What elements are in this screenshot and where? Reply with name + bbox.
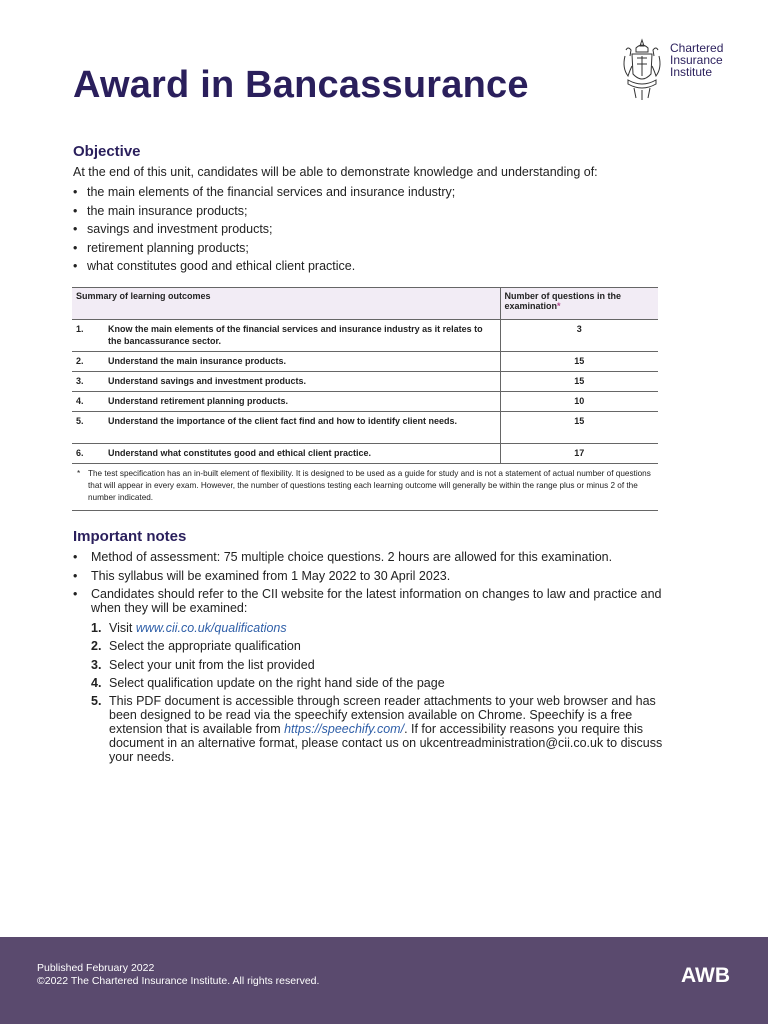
page-title: Award in Bancassurance — [73, 64, 529, 106]
list-item: • what constitutes good and ethical client practice. — [73, 258, 455, 277]
logo-wordmark: Chartered Insurance Institute — [670, 41, 724, 79]
question-count: 17 — [500, 444, 658, 464]
outcome-text: Understand the main insurance products. — [104, 352, 500, 372]
list-item: 1. Visit www.cii.co.uk/qualifications — [91, 621, 287, 635]
row-number: 6. — [72, 444, 104, 464]
cii-qualifications-link[interactable]: www.cii.co.uk/qualifications — [135, 621, 287, 635]
objective-list — [73, 184, 455, 277]
list-item: 2. Select the appropriate qualification — [91, 639, 301, 654]
outcome-text: Understand savings and investment products. — [104, 372, 500, 392]
list-item: • retirement planning products; — [73, 240, 455, 259]
publication-info — [37, 962, 319, 988]
important-notes-heading: Important notes — [73, 528, 187, 545]
table-row — [72, 412, 658, 444]
questions-column-header: Number of questions in the examination* — [500, 288, 658, 320]
row-number: 3. — [72, 372, 104, 392]
unit-code: AWB — [681, 964, 730, 987]
coat-of-arms-icon — [620, 36, 664, 102]
list-item: • Candidates should refer to the CII website for the latest information on changes to law and practice and when they will be examined: — [73, 587, 663, 615]
row-number: 1. — [72, 320, 104, 352]
list-item: 5. This PDF document is accessible through screen reader attachments to your web browser and has been designed to be read via the speechify extension available on Chrome. Speechify is a free extension that is available from https://speechify.com/. If for accessibility reasons you require this document in an alternative format, please contact us on ukcentreadministration@cii.co.uk to discuss your needs. — [91, 694, 663, 765]
steps-list — [91, 621, 663, 768]
published-date: Published February 2022 — [37, 962, 155, 974]
table-row — [72, 352, 658, 372]
objective-intro: At the end of this unit, candidates will be able to demonstrate knowledge and understanding of: — [73, 165, 598, 179]
outcome-text: Understand retirement planning products. — [104, 392, 500, 412]
list-item: • savings and investment products; — [73, 221, 455, 240]
question-count: 15 — [500, 372, 658, 392]
outcome-text: Know the main elements of the financial services and insurance industry as it relates to the bancassurance sector. — [104, 320, 500, 352]
table-header-row — [72, 288, 658, 320]
footnote-text: The test specification has an in-built element of flexibility. It is designed to be used as a guide for study and is not a statement of actual number of questions that will appear in every exam. However, the number of questions testing each learning outcome will generally be within the range plus or minus 2 of the number indicated. — [88, 469, 651, 502]
list-item: • Method of assessment: 75 multiple choice questions. 2 hours are allowed for this examination. — [73, 550, 663, 564]
outcome-text: Understand the importance of the client fact find and how to identify client needs. — [104, 412, 500, 444]
list-item: • This syllabus will be examined from 1 May 2022 to 30 April 2023. — [73, 569, 663, 583]
learning-outcomes-table — [72, 287, 658, 464]
table-row — [72, 444, 658, 464]
speechify-link[interactable]: https://speechify.com/ — [284, 722, 405, 737]
table-row — [72, 320, 658, 352]
important-notes-list — [73, 550, 663, 620]
question-count: 10 — [500, 392, 658, 412]
objective-heading: Objective — [73, 143, 141, 160]
row-number: 5. — [72, 412, 104, 444]
footnote-marker: * — [77, 469, 81, 478]
question-count: 15 — [500, 352, 658, 372]
row-number: 2. — [72, 352, 104, 372]
cii-logo — [620, 36, 740, 102]
table-row — [72, 392, 658, 412]
table-footnote — [72, 468, 658, 511]
outcome-text: Understand what constitutes good and ethical client practice. — [104, 444, 500, 464]
table-row — [72, 372, 658, 392]
copyright-text: ©2022 The Chartered Insurance Institute. All rights reserved. — [37, 975, 320, 987]
page-footer — [0, 937, 768, 1024]
list-item: • the main insurance products; — [73, 203, 455, 222]
question-count: 15 — [500, 412, 658, 444]
list-item: • the main elements of the financial services and insurance industry; — [73, 184, 455, 203]
outcomes-column-header: Summary of learning outcomes — [72, 288, 500, 320]
row-number: 4. — [72, 392, 104, 412]
list-item: 4. Select qualification update on the right hand side of the page — [91, 675, 445, 690]
question-count: 3 — [500, 320, 658, 352]
list-item: 3. Select your unit from the list provided — [91, 657, 315, 672]
